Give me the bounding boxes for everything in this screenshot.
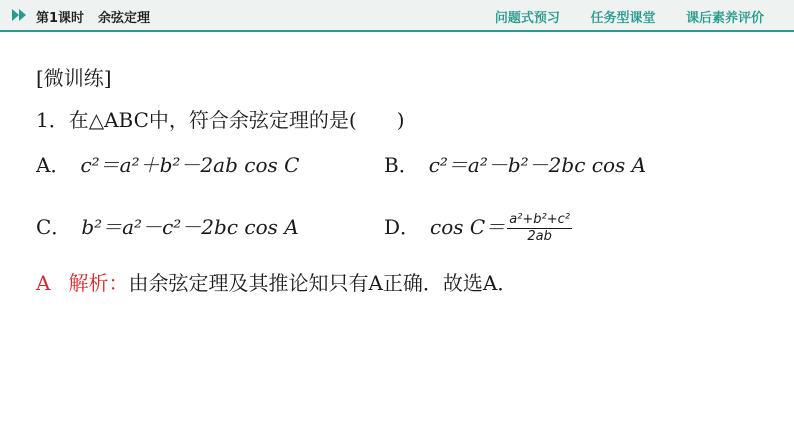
fraction-denominator: 2ab (527, 229, 552, 244)
answer-line (36, 267, 517, 296)
play-arrow-icon (19, 9, 26, 21)
option-label: A． (36, 153, 71, 177)
nav-tabs (469, 7, 764, 26)
fraction-numerator: a²+b²+c² (509, 212, 571, 227)
option-text: c²＝a²－b²－2bc cos A (428, 153, 647, 177)
question-stem: 1．在△ABC中，符合余弦定理的是( ) (36, 108, 405, 132)
option-label: C． (36, 215, 72, 239)
section-title: [微训练] (36, 66, 112, 90)
option-label: D． (384, 215, 421, 239)
tab-classroom[interactable]: 任务型课堂 (590, 11, 656, 26)
option-text: b²＝a²－c²－2bc cos A (81, 215, 299, 239)
play-arrow-icon (12, 9, 19, 21)
fraction (507, 212, 572, 245)
option-c (36, 211, 299, 240)
tab-preview[interactable]: 问题式预习 (494, 11, 560, 26)
option-label: B． (384, 153, 419, 177)
header-divider (0, 30, 794, 32)
analysis-label: 解析： (68, 271, 129, 295)
option-b (384, 149, 646, 178)
lesson-number: 第1课时 (36, 11, 85, 26)
lesson-title (36, 7, 150, 26)
tab-evaluation[interactable]: 课后素养评价 (685, 11, 764, 26)
answer-letter: A (36, 271, 51, 295)
option-a (36, 149, 299, 178)
option-d (384, 211, 572, 245)
option-text: cos C＝ (430, 215, 506, 239)
analysis-text: 由余弦定理及其推论知只有A正确．故选A． (128, 271, 518, 295)
top-bar (0, 0, 794, 30)
lesson-topic: 余弦定理 (98, 11, 151, 26)
option-text: c²＝a²＋b²－2ab cos C (80, 153, 300, 177)
